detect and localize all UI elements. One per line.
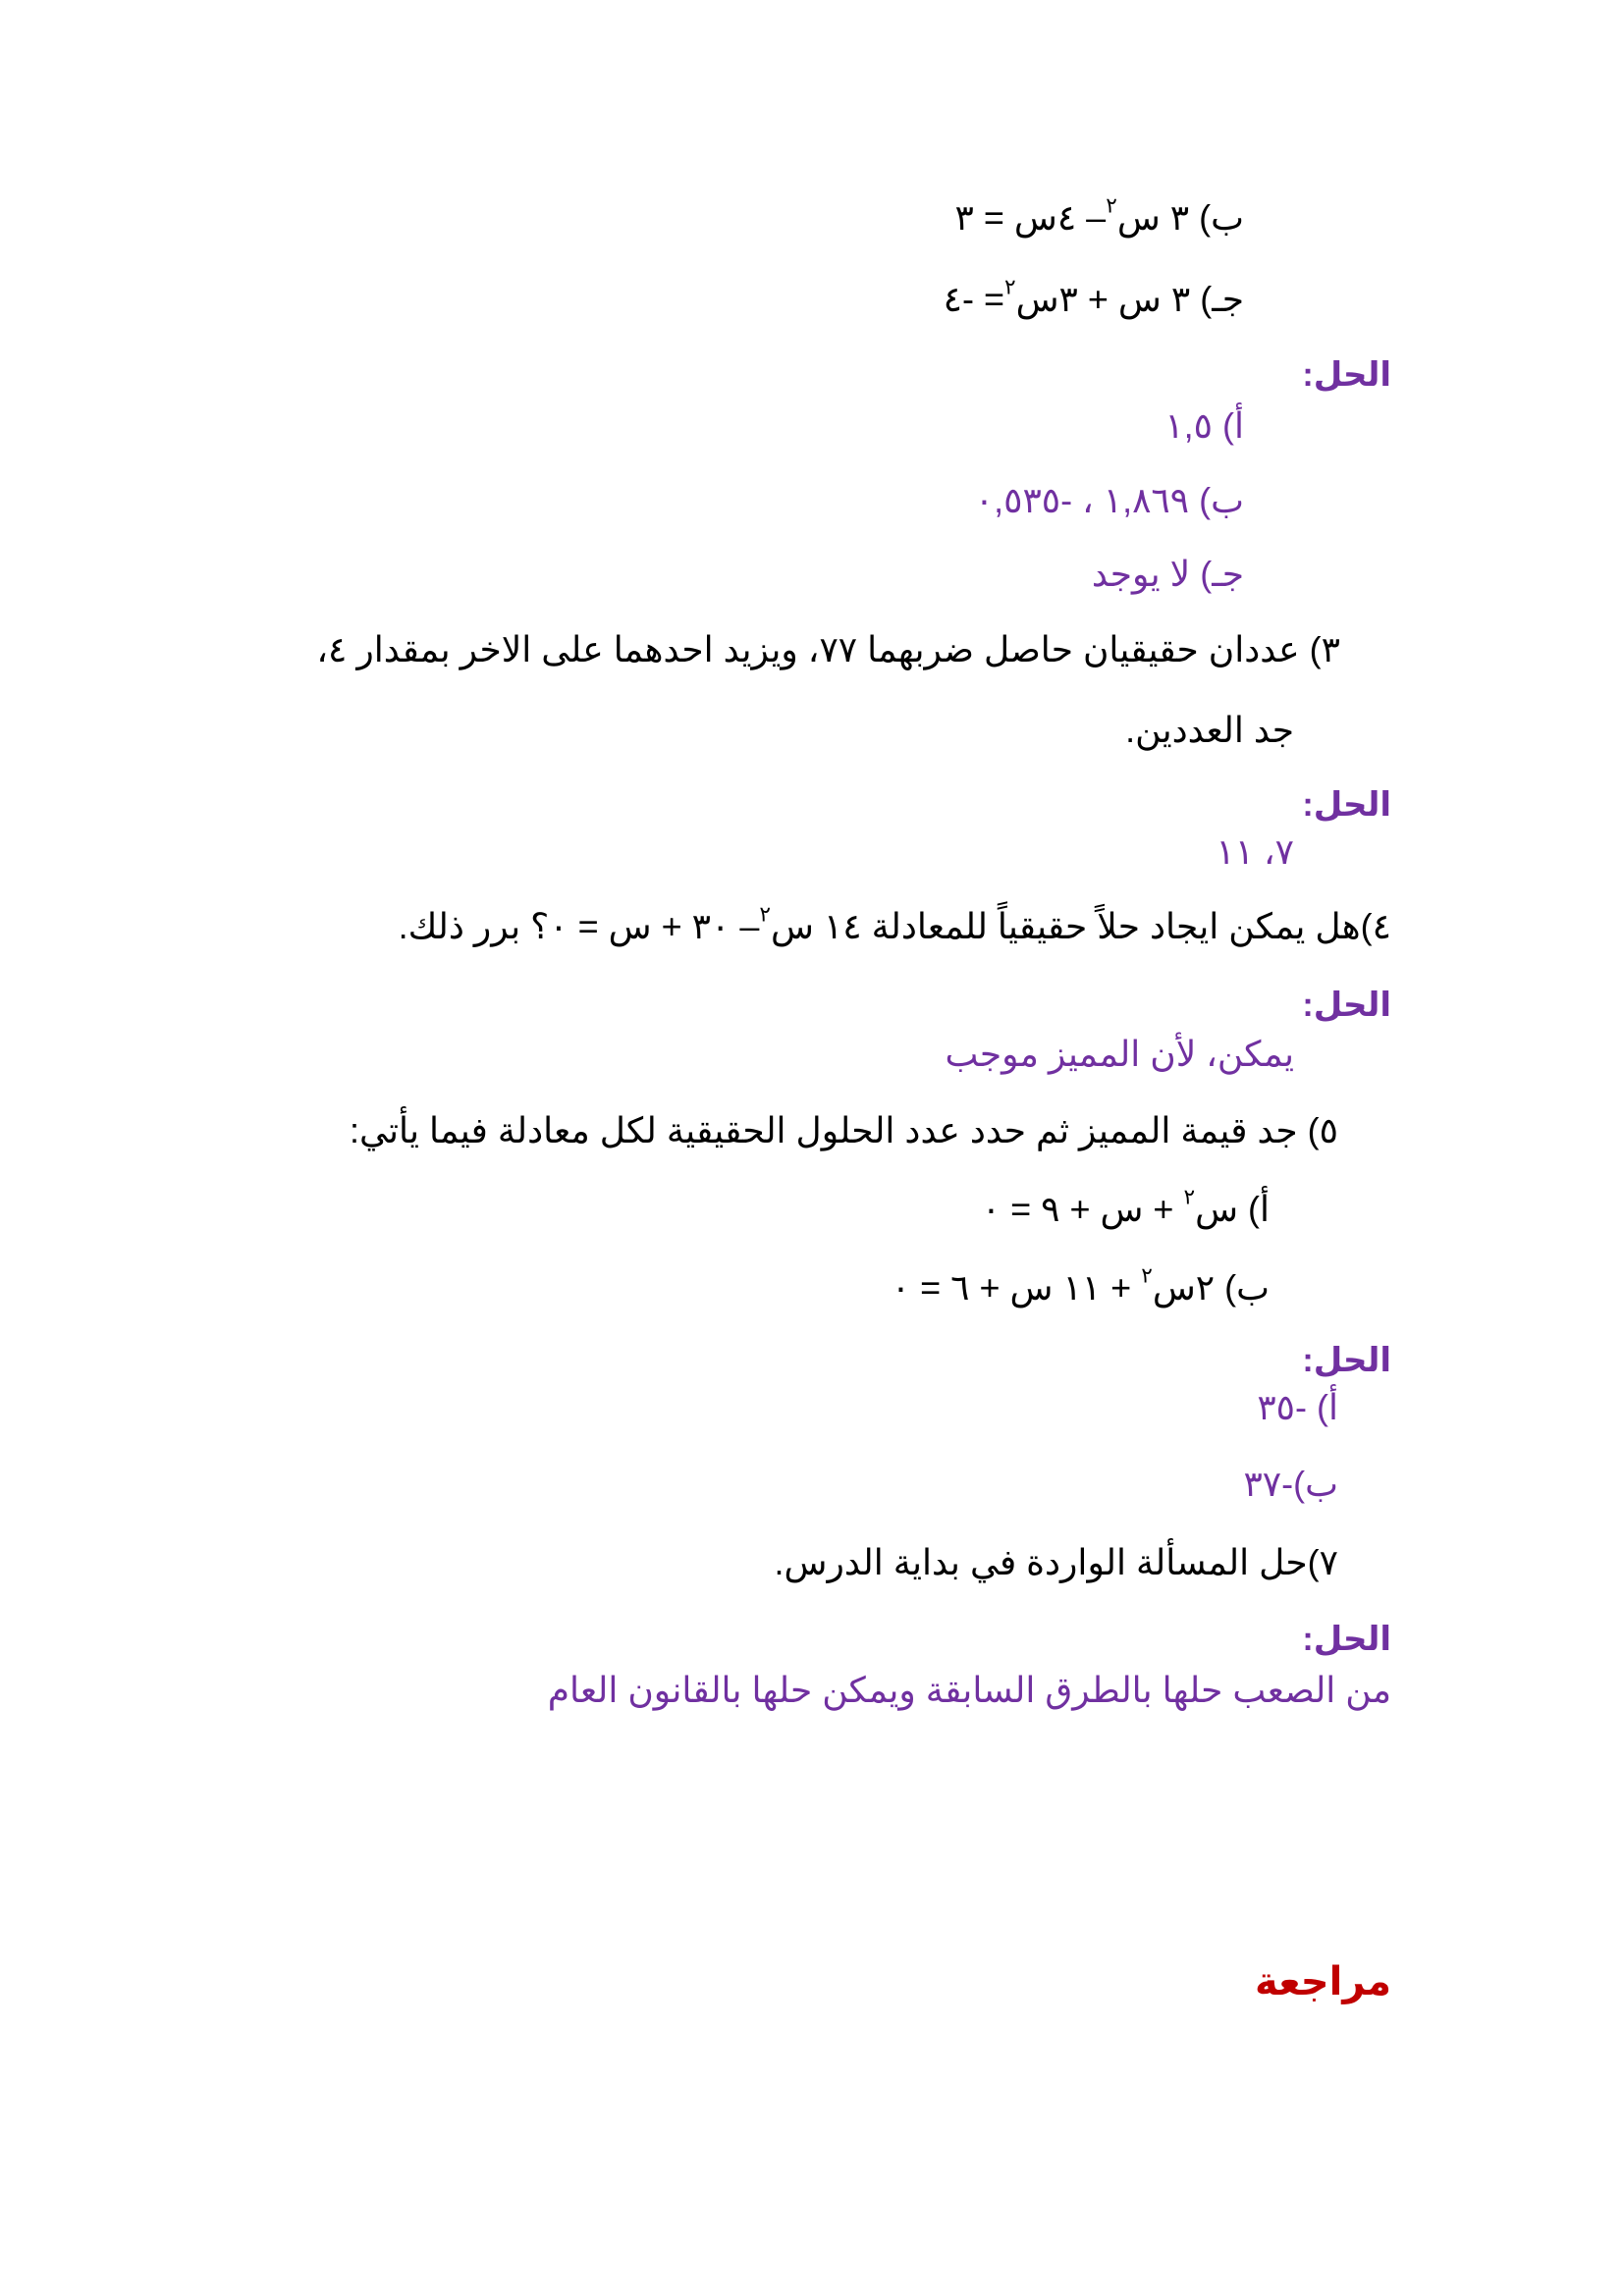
problem2-b-pre: ب) ٣ س [1116,197,1244,238]
problem2-b-exponent: ٢ [1106,192,1117,218]
problem5-a-pre: أ) س [1195,1189,1270,1229]
problem5-b-pre: ب) ٢س [1152,1267,1270,1308]
solution4-heading: الحل: [1302,987,1391,1024]
problem2-c [943,274,1244,321]
problem5-a-post: + س + ٩ = ٠ [981,1189,1184,1229]
solution7-answer: من الصعب حلها بالطرق السابقة ويمكن حلها بالقانون العام [547,1670,1391,1710]
problem4-post: – ٣٠ + س = ٠؟ برر ذلك. [398,906,760,946]
problem4-pre: ٤)هل يمكن ايجاد حلاً حقيقياً للمعادلة ١٤ س [770,906,1391,946]
problem5-b-exponent: ٢ [1141,1262,1153,1288]
problem5-line1: ٥) جد قيمة المميز ثم حدد عدد الحلول الحقيقية لكل معادلة فيما يأتي: [349,1110,1338,1150]
problem5-a-exponent: ٢ [1183,1184,1196,1209]
solution5-a: أ) -٣٥ [1257,1387,1338,1427]
problem2-c-pre: جـ) ٣ س + ٣س [1015,279,1244,319]
solution2-c: جـ) لا يوجد [1091,554,1244,594]
problem7-line1: ٧)حل المسألة الواردة في بداية الدرس. [774,1542,1338,1582]
problem2-b-post: – ٤س = ٣ [954,197,1107,238]
problem5-b-post: + ١١ س + ٦ = ٠ [891,1267,1142,1308]
problem3-line1: ٣) عددان حقيقيان حاصل ضربهما ٧٧، ويزيد احدهما على الاخر بمقدار ٤، [316,629,1340,669]
problem2-c-exponent: ٢ [1003,274,1016,299]
solution3-answer: ٧، ١١ [1216,831,1294,872]
solution7-heading: الحل: [1302,1621,1391,1658]
solution2-heading: الحل: [1302,356,1391,394]
solution2-b: ب) ١,٨٦٩ ، -٠,٥٣٥ [974,480,1244,520]
solution3-heading: الحل: [1302,786,1391,824]
problem4 [398,901,1391,948]
solution5-b: ب)-٣٧ [1243,1464,1338,1504]
problem5-b [891,1262,1270,1309]
review-heading: مراجعة [1254,1960,1391,2003]
problem4-exponent: ٢ [759,901,771,927]
solution5-heading: الحل: [1302,1342,1391,1379]
problem5-a [981,1184,1270,1231]
problem2-b [954,192,1245,240]
solution4-answer: يمكن، لأن المميز موجب [945,1034,1294,1074]
problem3-line2: جد العددين. [1125,710,1294,750]
solution2-a: أ) ١,٥ [1164,405,1244,446]
problem2-c-post: = -٤ [943,279,1004,319]
